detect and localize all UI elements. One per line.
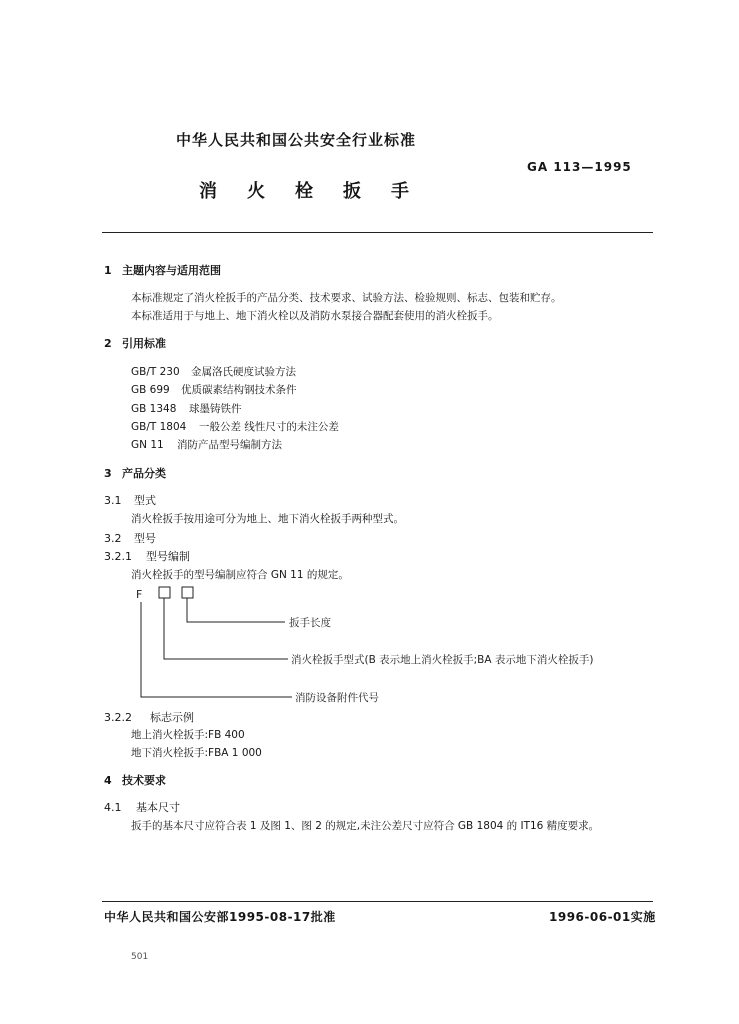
- reference-item: [131, 401, 242, 416]
- standard-title: 中华人民共和国公共安全行业标准: [176, 131, 417, 149]
- subsection-number: 3.2.2: [104, 711, 132, 724]
- subsection-title: 标志示例: [150, 711, 194, 724]
- subsection-3-2-2-heading: [104, 709, 194, 725]
- type-label: 消火栓扳手型式(B 表示地上消火栓扳手;BA 表示地下消火栓扳手): [291, 654, 594, 666]
- diagram-prefix: F: [136, 588, 143, 601]
- subsection-title: 型号: [134, 532, 156, 545]
- subsection-title: 型式: [134, 494, 156, 507]
- footer-divider: [102, 901, 653, 902]
- page-number: 501: [131, 952, 149, 962]
- section-3-heading: [104, 465, 166, 481]
- section-2-heading: [104, 335, 166, 351]
- reference-title: 一般公差 线性尺寸的未注公差: [199, 421, 339, 433]
- length-label: 扳手长度: [289, 617, 331, 629]
- subsection-number: 3.2: [104, 532, 122, 545]
- paragraph: 本标准规定了消火栓扳手的产品分类、技术要求、试验方法、检验规则、标志、包装和贮存。: [131, 292, 562, 304]
- length-leader-line: [187, 598, 285, 622]
- subsection-3-2-1-heading: [104, 548, 190, 564]
- section-4-heading: [104, 772, 166, 788]
- paragraph: 本标准适用于与地上、地下消火栓以及消防水泵接合器配套使用的消火栓扳手。: [131, 310, 499, 322]
- document-title: 消火栓扳手: [199, 181, 439, 202]
- reference-title: 优质碳素结构钢技术条件: [181, 384, 297, 396]
- reference-item: [131, 437, 282, 452]
- reference-code: GB 1348: [131, 403, 177, 415]
- reference-item: [131, 382, 297, 397]
- section-1-heading: [104, 262, 221, 278]
- section-number: 3: [104, 467, 112, 480]
- section-title: 引用标准: [122, 337, 166, 350]
- reference-code: GB/T 230: [131, 366, 180, 378]
- standard-code: GA 113—1995: [527, 160, 632, 174]
- paragraph: 消火栓扳手按用途可分为地上、地下消火栓扳手两种型式。: [131, 513, 404, 525]
- example-item: 地下消火栓扳手:FBA 1 000: [131, 747, 262, 759]
- reference-title: 球墨铸铁件: [189, 403, 242, 415]
- length-placeholder-box: [182, 587, 193, 598]
- subsection-number: 3.2.1: [104, 550, 132, 563]
- subsection-4-1-heading: [104, 799, 180, 815]
- reference-code: GN 11: [131, 439, 164, 451]
- section-title: 主题内容与适用范围: [122, 264, 221, 277]
- reference-item: [131, 364, 296, 379]
- approval-date: 中华人民共和国公安部1995-08-17批准: [104, 910, 336, 924]
- header-divider: [102, 232, 653, 233]
- subsection-number: 3.1: [104, 494, 122, 507]
- subsection-number: 4.1: [104, 801, 122, 814]
- reference-item: [131, 419, 339, 434]
- example-item: 地上消火栓扳手:FB 400: [131, 729, 245, 741]
- reference-code: GB/T 1804: [131, 421, 187, 433]
- code-label: 消防设备附件代号: [295, 692, 379, 704]
- type-leader-line: [164, 598, 288, 659]
- section-title: 产品分类: [122, 467, 166, 480]
- subsection-3-2-heading: [104, 530, 156, 546]
- prefix-leader-line: [141, 602, 292, 697]
- reference-code: GB 699: [131, 384, 170, 396]
- section-number: 2: [104, 337, 112, 350]
- subsection-title: 型号编制: [146, 550, 190, 563]
- reference-title: 金属洛氏硬度试验方法: [191, 366, 296, 378]
- section-title: 技术要求: [122, 774, 166, 787]
- paragraph: 消火栓扳手的型号编制应符合 GN 11 的规定。: [131, 569, 349, 581]
- subsection-3-1-heading: [104, 492, 156, 508]
- effective-date: 1996-06-01实施: [549, 910, 656, 924]
- type-placeholder-box: [159, 587, 170, 598]
- section-number: 4: [104, 774, 112, 787]
- subsection-title: 基本尺寸: [136, 801, 180, 814]
- section-number: 1: [104, 264, 112, 277]
- reference-title: 消防产品型号编制方法: [177, 439, 282, 451]
- paragraph: 扳手的基本尺寸应符合表 1 及图 1、图 2 的规定,未注公差尺寸应符合 GB 1804 的 IT16 精度要求。: [131, 820, 600, 832]
